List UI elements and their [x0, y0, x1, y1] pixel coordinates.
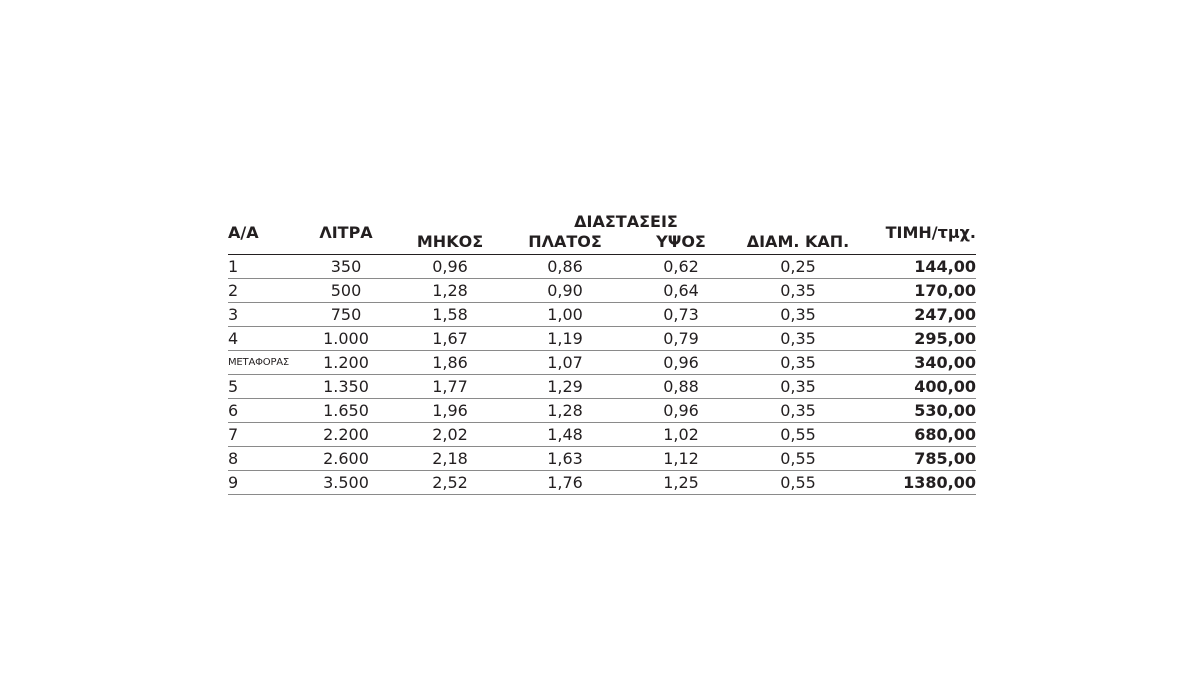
table-body	[228, 255, 976, 495]
cell-ypsos: 1,02	[624, 423, 738, 447]
cell-platos: 1,48	[506, 423, 624, 447]
cell-litra: 2.200	[298, 423, 394, 447]
table-row	[228, 471, 976, 495]
cell-ypsos: 0,79	[624, 327, 738, 351]
cell-price: 144,00	[858, 255, 976, 279]
cell-diam: 0,35	[738, 351, 858, 375]
cell-mikos: 2,18	[394, 447, 506, 471]
cell-aa: 7	[228, 423, 298, 447]
cell-diam: 0,35	[738, 399, 858, 423]
cell-ypsos: 0,88	[624, 375, 738, 399]
cell-litra: 500	[298, 279, 394, 303]
cell-diam: 0,35	[738, 303, 858, 327]
cell-diam: 0,35	[738, 375, 858, 399]
cell-aa: ΜΕΤΑΦΟΡΑΣ	[228, 351, 298, 375]
cell-platos: 1,00	[506, 303, 624, 327]
cell-mikos: 1,28	[394, 279, 506, 303]
cell-ypsos: 1,25	[624, 471, 738, 495]
cell-price: 530,00	[858, 399, 976, 423]
cell-ypsos: 1,12	[624, 447, 738, 471]
cell-litra: 350	[298, 255, 394, 279]
cell-ypsos: 0,96	[624, 399, 738, 423]
cell-litra: 1.200	[298, 351, 394, 375]
cell-ypsos: 0,73	[624, 303, 738, 327]
cell-mikos: 1,77	[394, 375, 506, 399]
cell-diam: 0,25	[738, 255, 858, 279]
cell-aa: 3	[228, 303, 298, 327]
table-row	[228, 279, 976, 303]
cell-platos: 1,76	[506, 471, 624, 495]
price-table	[228, 210, 976, 495]
table-header	[228, 210, 976, 255]
cell-platos: 1,28	[506, 399, 624, 423]
cell-aa: 5	[228, 375, 298, 399]
header-platos: ΠΛΑΤΟΣ	[506, 232, 624, 255]
header-price: ΤΙΜΗ/τμχ.	[858, 210, 976, 255]
cell-platos: 1,19	[506, 327, 624, 351]
header-aa: Α/Α	[228, 210, 298, 255]
cell-price: 295,00	[858, 327, 976, 351]
cell-aa: 2	[228, 279, 298, 303]
cell-mikos: 1,96	[394, 399, 506, 423]
cell-mikos: 2,02	[394, 423, 506, 447]
cell-mikos: 1,58	[394, 303, 506, 327]
cell-aa: 4	[228, 327, 298, 351]
table-row	[228, 399, 976, 423]
cell-price: 1380,00	[858, 471, 976, 495]
table-row	[228, 447, 976, 471]
cell-price: 340,00	[858, 351, 976, 375]
table-row	[228, 327, 976, 351]
table-row	[228, 375, 976, 399]
cell-diam: 0,35	[738, 327, 858, 351]
header-diam: ΔΙΑΜ. ΚΑΠ.	[738, 232, 858, 255]
cell-litra: 1.650	[298, 399, 394, 423]
cell-price: 785,00	[858, 447, 976, 471]
cell-platos: 1,07	[506, 351, 624, 375]
cell-litra: 1.000	[298, 327, 394, 351]
cell-litra: 1.350	[298, 375, 394, 399]
cell-price: 680,00	[858, 423, 976, 447]
cell-ypsos: 0,62	[624, 255, 738, 279]
cell-ypsos: 0,96	[624, 351, 738, 375]
header-row-top	[228, 210, 976, 232]
cell-aa: 1	[228, 255, 298, 279]
cell-platos: 1,29	[506, 375, 624, 399]
cell-platos: 0,90	[506, 279, 624, 303]
cell-aa: 6	[228, 399, 298, 423]
cell-litra: 2.600	[298, 447, 394, 471]
cell-price: 247,00	[858, 303, 976, 327]
table-row	[228, 303, 976, 327]
cell-diam: 0,55	[738, 447, 858, 471]
cell-platos: 1,63	[506, 447, 624, 471]
cell-aa: 8	[228, 447, 298, 471]
cell-litra: 3.500	[298, 471, 394, 495]
cell-price: 400,00	[858, 375, 976, 399]
header-mikos: ΜΗΚΟΣ	[394, 232, 506, 255]
table-row	[228, 351, 976, 375]
cell-ypsos: 0,64	[624, 279, 738, 303]
table-row	[228, 423, 976, 447]
cell-diam: 0,55	[738, 423, 858, 447]
cell-mikos: 1,86	[394, 351, 506, 375]
cell-litra: 750	[298, 303, 394, 327]
cell-price: 170,00	[858, 279, 976, 303]
table-row	[228, 255, 976, 279]
cell-platos: 0,86	[506, 255, 624, 279]
cell-mikos: 2,52	[394, 471, 506, 495]
header-litra: ΛΙΤΡΑ	[298, 210, 394, 255]
cell-diam: 0,55	[738, 471, 858, 495]
cell-aa: 9	[228, 471, 298, 495]
header-ypsos: ΥΨΟΣ	[624, 232, 738, 255]
cell-mikos: 0,96	[394, 255, 506, 279]
cell-mikos: 1,67	[394, 327, 506, 351]
cell-diam: 0,35	[738, 279, 858, 303]
header-dimensions-group: ΔΙΑΣΤΑΣΕΙΣ	[574, 212, 678, 231]
